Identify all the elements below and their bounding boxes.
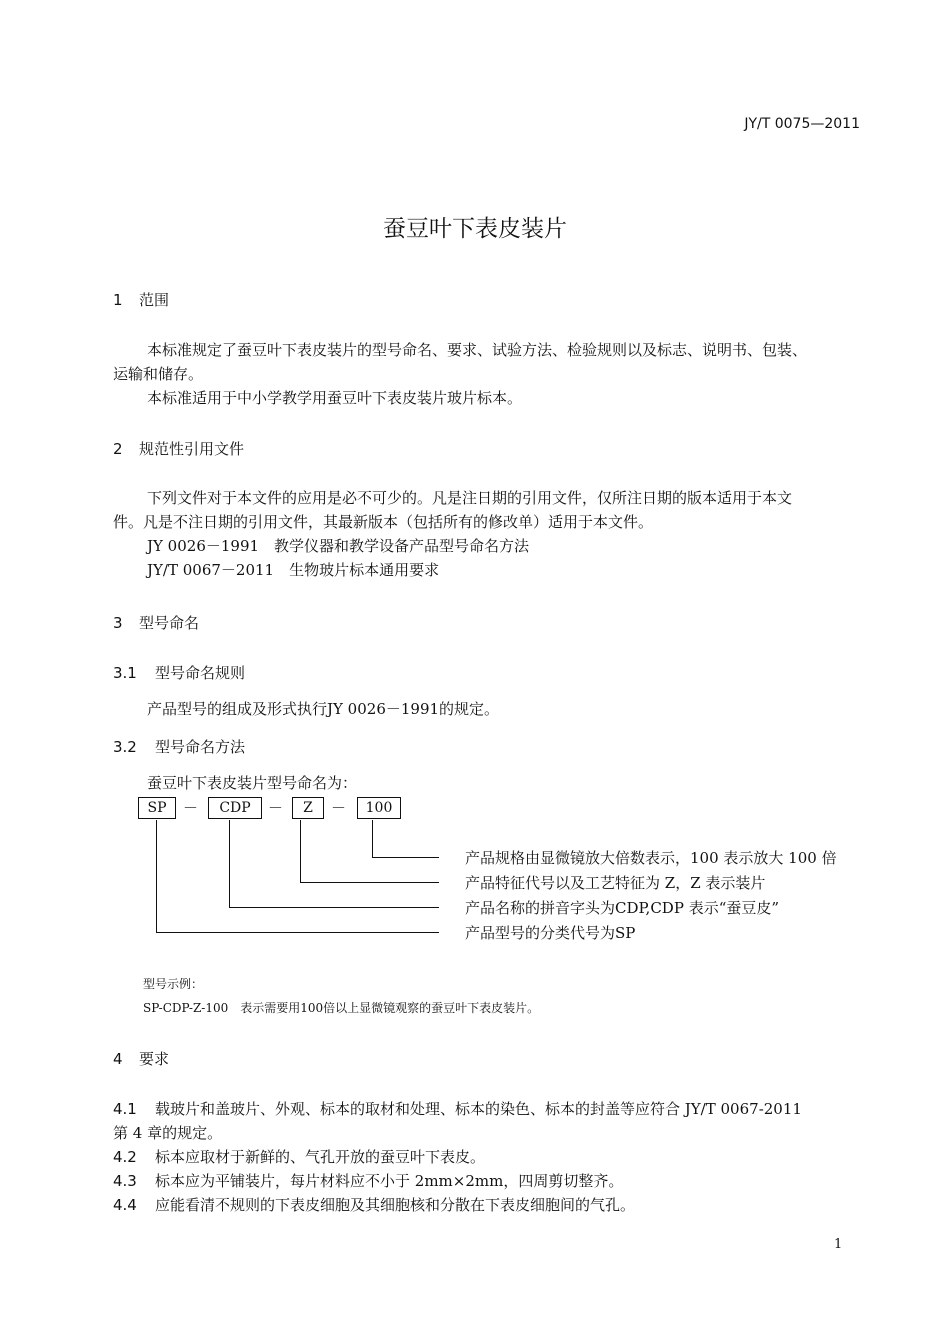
section-title: 型号命名	[139, 614, 200, 632]
section-number: 1	[113, 291, 123, 309]
section-2-para-1-cont: 件。凡是不注日期的引用文件，其最新版本（包括所有的修改单）适用于本文件。	[113, 513, 654, 531]
example-label: 型号示例：	[143, 977, 204, 991]
item-number: 4.1	[113, 1100, 137, 1118]
model-part-z: Z	[292, 797, 324, 819]
item-number: 4.4	[113, 1196, 137, 1214]
section-4-heading	[113, 1048, 169, 1069]
section-title: 型号命名方法	[155, 738, 246, 756]
section-title: 要求	[139, 1050, 170, 1068]
connector-line	[229, 907, 439, 908]
connector-line	[156, 820, 157, 933]
requirement-4-1-cont: 第 4 章的规定。	[113, 1124, 223, 1142]
item-text: 标本应取材于新鲜的、气孔开放的蚕豆叶下表皮。	[155, 1148, 486, 1166]
section-3-2-heading	[113, 736, 245, 757]
model-intro: 蚕豆叶下表皮装片型号命名为：	[147, 774, 358, 792]
reference-1: JY 0026－1991 教学仪器和教学设备产品型号命名方法	[147, 537, 530, 555]
section-number: 3.2	[113, 738, 137, 756]
item-text: 标本应为平铺装片，每片材料应不小于 2mm×2mm，四周剪切整齐。	[155, 1172, 624, 1190]
requirement-4-2	[113, 1145, 485, 1169]
item-number: 4.2	[113, 1148, 137, 1166]
model-dash: －	[183, 799, 199, 817]
item-number: 4.3	[113, 1172, 137, 1190]
model-part-sp: SP	[138, 797, 176, 819]
connector-line	[300, 882, 439, 883]
reference-2: JY/T 0067－2011 生物玻片标本通用要求	[147, 561, 440, 579]
requirement-4-3	[113, 1169, 623, 1193]
section-2-heading	[113, 438, 244, 459]
legend-spec: 产品规格由显微镜放大倍数表示，100 表示放大 100 倍	[465, 849, 837, 867]
connector-line	[372, 820, 373, 858]
section-1-heading	[113, 289, 169, 310]
requirement-4-4	[113, 1193, 635, 1217]
section-title: 型号命名规则	[155, 664, 246, 682]
section-title: 规范性引用文件	[139, 440, 245, 458]
legend-class: 产品型号的分类代号为SP	[465, 924, 636, 942]
section-1-para-1: 本标准规定了蚕豆叶下表皮装片的型号命名、要求、试验方法、检验规则以及标志、说明书、包装、	[147, 341, 808, 359]
section-number: 4	[113, 1050, 123, 1068]
connector-line	[300, 820, 301, 883]
section-title: 范围	[139, 291, 170, 309]
connector-line	[372, 857, 439, 858]
page-number: 1	[834, 1237, 843, 1252]
section-3-1-heading	[113, 662, 245, 683]
example-text: SP-CDP-Z-100 表示需要用100倍以上显微镜观察的蚕豆叶下表皮装片。	[143, 1001, 540, 1015]
section-3-1-para: 产品型号的组成及形式执行JY 0026－1991的规定。	[147, 700, 500, 718]
section-number: 3	[113, 614, 123, 632]
item-text: 应能看清不规则的下表皮细胞及其细胞核和分散在下表皮细胞间的气孔。	[155, 1196, 636, 1214]
standard-code: JY/T 0075—2011	[744, 116, 860, 132]
requirement-4-1	[113, 1097, 802, 1121]
section-2-para-1: 下列文件对于本文件的应用是必不可少的。凡是注日期的引用文件，仅所注日期的版本适用于本文	[147, 489, 793, 507]
connector-line	[229, 820, 230, 908]
model-dash: －	[331, 799, 347, 817]
model-part-100: 100	[357, 797, 401, 819]
model-part-cdp: CDP	[208, 797, 262, 819]
legend-name: 产品名称的拼音字头为CDP,CDP 表示“蚕豆皮”	[465, 899, 780, 917]
section-number: 3.1	[113, 664, 137, 682]
section-3-heading	[113, 612, 199, 633]
model-dash: －	[268, 799, 284, 817]
page-title: 蚕豆叶下表皮装片	[383, 216, 567, 242]
section-1-para-1-cont: 运输和储存。	[113, 365, 204, 383]
section-number: 2	[113, 440, 123, 458]
item-text: 载玻片和盖玻片、外观、标本的取材和处理、标本的染色、标本的封盖等应符合 JY/T 0067-2011	[155, 1100, 802, 1118]
connector-line	[156, 932, 439, 933]
legend-feature: 产品特征代号以及工艺特征为 Z，Z 表示装片	[465, 874, 766, 892]
section-1-para-2: 本标准适用于中小学教学用蚕豆叶下表皮装片玻片标本。	[147, 389, 523, 407]
